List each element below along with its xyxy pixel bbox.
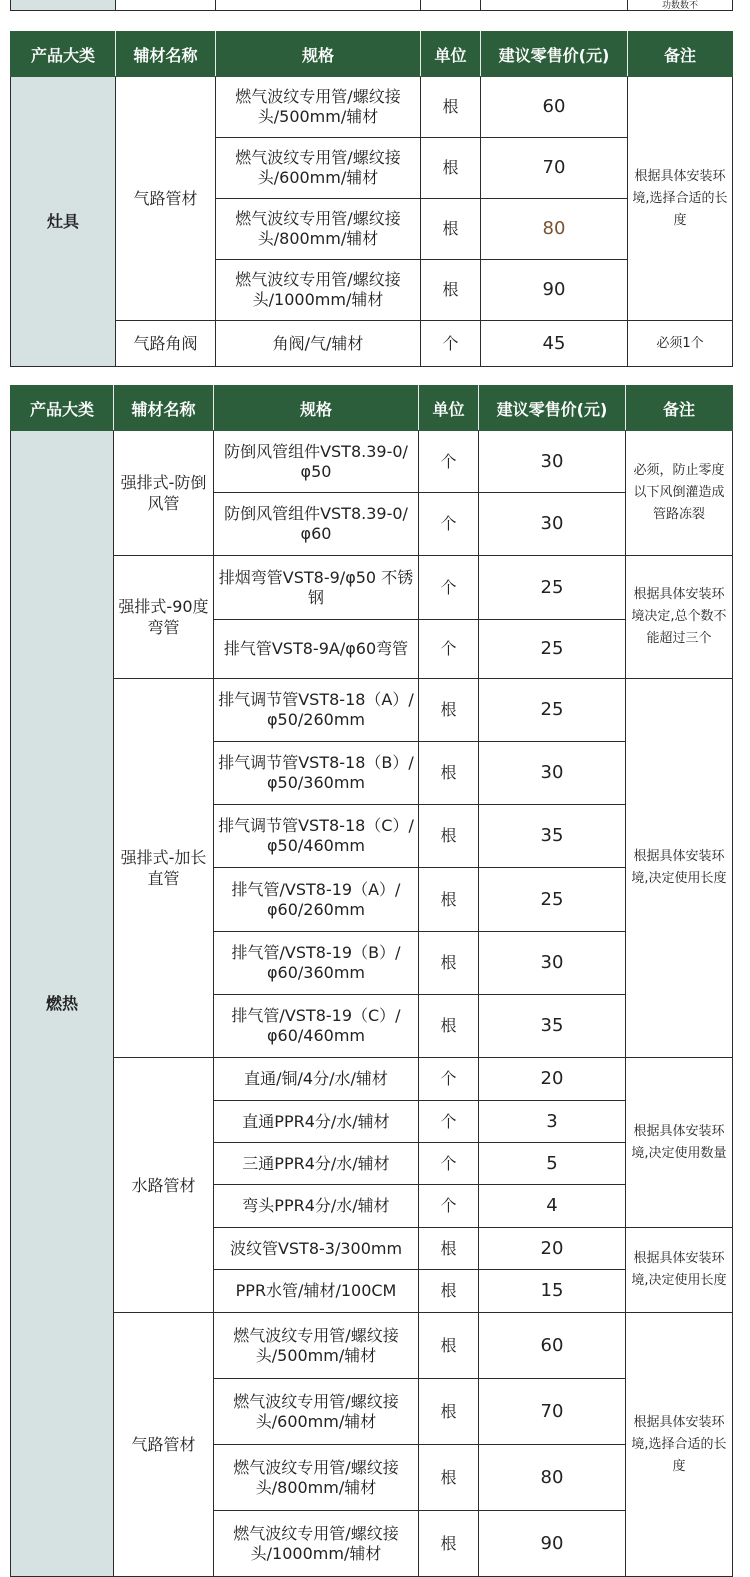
unit-cell: 根 bbox=[421, 260, 481, 321]
header-unit: 单位 bbox=[419, 386, 479, 431]
spec-cell: 排气调节管VST8-18（C）/φ50/460mm bbox=[214, 805, 419, 868]
spec-cell: 排气调节管VST8-18（A）/φ50/260mm bbox=[214, 679, 419, 742]
spec-cell: 防倒风管组件VST8.39-0/φ60 bbox=[214, 493, 419, 556]
unit-cell: 根 bbox=[419, 1445, 479, 1511]
header-spec: 规格 bbox=[214, 386, 419, 431]
table-row bbox=[11, 679, 733, 742]
price-cell: 90 bbox=[481, 260, 628, 321]
spec-cell: 燃气波纹专用管/螺纹接头/1000mm/辅材 bbox=[214, 1511, 419, 1577]
spec-cell: 燃气波纹专用管/螺纹接头/500mm/辅材 bbox=[214, 1313, 419, 1379]
unit-cell: 根 bbox=[419, 679, 479, 742]
spec-cell: 波纹管VST8-3/300mm bbox=[214, 1228, 419, 1270]
spec-cell: 直通/铜/4分/水/辅材 bbox=[214, 1058, 419, 1101]
unit-cell: 根 bbox=[419, 932, 479, 995]
price-cell: 90 bbox=[479, 1511, 626, 1577]
prev-note-fragment: 功数数不 bbox=[628, 0, 733, 10]
unit-cell: 根 bbox=[419, 1270, 479, 1313]
note-cell: 根据具体安装环境,决定使用长度 bbox=[626, 1228, 733, 1313]
header-note: 备注 bbox=[628, 32, 733, 77]
price-cell: 25 bbox=[479, 679, 626, 742]
price-cell: 25 bbox=[479, 556, 626, 620]
price-cell: 25 bbox=[479, 868, 626, 932]
price-cell: 5 bbox=[479, 1143, 626, 1185]
price-cell: 20 bbox=[479, 1058, 626, 1101]
price-cell: 30 bbox=[479, 493, 626, 556]
spec-cell: 排气调节管VST8-18（B）/φ50/360mm bbox=[214, 742, 419, 805]
unit-cell: 个 bbox=[419, 1185, 479, 1228]
table-row bbox=[11, 1313, 733, 1379]
unit-cell: 根 bbox=[419, 742, 479, 805]
header-category: 产品大类 bbox=[11, 386, 114, 431]
unit-cell: 根 bbox=[419, 1228, 479, 1270]
spec-cell: 排气管/VST8-19（B）/φ60/360mm bbox=[214, 932, 419, 995]
price-cell: 15 bbox=[479, 1270, 626, 1313]
price-cell: 30 bbox=[479, 742, 626, 805]
unit-cell: 根 bbox=[419, 805, 479, 868]
unit-cell: 个 bbox=[419, 1101, 479, 1143]
category-cell: 灶具 bbox=[11, 77, 116, 367]
price-cell: 20 bbox=[479, 1228, 626, 1270]
unit-cell: 个 bbox=[421, 321, 481, 367]
note-cell: 根据具体安装环境,选择合适的长度 bbox=[628, 77, 733, 321]
stove-accessory-table bbox=[10, 31, 733, 367]
material-name-cell: 气路管材 bbox=[114, 1313, 214, 1577]
spec-cell: 排气管/VST8-19（A）/φ60/260mm bbox=[214, 868, 419, 932]
unit-cell: 根 bbox=[421, 77, 481, 138]
unit-cell: 个 bbox=[419, 1143, 479, 1185]
spec-cell: 燃气波纹专用管/螺纹接头/600mm/辅材 bbox=[216, 138, 421, 199]
prev-cell bbox=[216, 0, 421, 10]
unit-cell: 根 bbox=[419, 868, 479, 932]
table-row bbox=[11, 321, 733, 367]
material-name-cell: 气路管材 bbox=[116, 77, 216, 321]
note-cell: 根据具体安装环境,选择合适的长度 bbox=[626, 1313, 733, 1577]
spec-cell: 燃气波纹专用管/螺纹接头/600mm/辅材 bbox=[214, 1379, 419, 1445]
table-row bbox=[11, 431, 733, 493]
prev-cell bbox=[481, 0, 628, 10]
unit-cell: 个 bbox=[419, 431, 479, 493]
water-heater-accessory-table bbox=[10, 385, 733, 1577]
table-row bbox=[11, 77, 733, 138]
previous-table-fragment bbox=[10, 0, 733, 11]
header-note: 备注 bbox=[626, 386, 733, 431]
spec-cell: 排气管VST8-9A/φ60弯管 bbox=[214, 620, 419, 679]
price-cell: 60 bbox=[481, 77, 628, 138]
note-cell: 根据具体安装环境决定,总个数不能超过三个 bbox=[626, 556, 733, 679]
spec-cell: PPR水管/辅材/100CM bbox=[214, 1270, 419, 1313]
spec-cell: 燃气波纹专用管/螺纹接头/1000mm/辅材 bbox=[216, 260, 421, 321]
spec-cell: 燃气波纹专用管/螺纹接头/500mm/辅材 bbox=[216, 77, 421, 138]
unit-cell: 根 bbox=[421, 199, 481, 260]
price-cell: 35 bbox=[479, 995, 626, 1058]
material-name-cell: 气路角阀 bbox=[116, 321, 216, 367]
material-name-cell: 强排式-90度弯管 bbox=[114, 556, 214, 679]
price-cell: 60 bbox=[479, 1313, 626, 1379]
price-cell: 80 bbox=[479, 1445, 626, 1511]
prev-cell bbox=[116, 0, 216, 10]
header-price: 建议零售价(元) bbox=[481, 32, 628, 77]
spec-cell: 燃气波纹专用管/螺纹接头/800mm/辅材 bbox=[216, 199, 421, 260]
note-cell: 根据具体安装环境,决定使用数量 bbox=[626, 1058, 733, 1228]
unit-cell: 个 bbox=[419, 556, 479, 620]
spec-cell: 弯头PPR4分/水/辅材 bbox=[214, 1185, 419, 1228]
spec-cell: 燃气波纹专用管/螺纹接头/800mm/辅材 bbox=[214, 1445, 419, 1511]
price-cell: 25 bbox=[479, 620, 626, 679]
table-row bbox=[11, 1058, 733, 1101]
unit-cell: 根 bbox=[419, 1379, 479, 1445]
prev-cell bbox=[421, 0, 481, 10]
price-cell: 45 bbox=[481, 321, 628, 367]
unit-cell: 根 bbox=[421, 138, 481, 199]
unit-cell: 根 bbox=[419, 1511, 479, 1577]
price-cell: 70 bbox=[481, 138, 628, 199]
category-cell: 燃热 bbox=[11, 431, 114, 1577]
header-material-name: 辅材名称 bbox=[116, 32, 216, 77]
price-cell-highlight: 80 bbox=[481, 199, 628, 260]
spec-cell: 排烟弯管VST8-9/φ50 不锈钢 bbox=[214, 556, 419, 620]
header-unit: 单位 bbox=[421, 32, 481, 77]
price-cell: 3 bbox=[479, 1101, 626, 1143]
unit-cell: 个 bbox=[419, 620, 479, 679]
note-cell: 必须1个 bbox=[628, 321, 733, 367]
material-name-cell: 强排式-防倒风管 bbox=[114, 431, 214, 556]
spec-cell: 三通PPR4分/水/辅材 bbox=[214, 1143, 419, 1185]
spec-cell: 排气管/VST8-19（C）/φ60/460mm bbox=[214, 995, 419, 1058]
spec-cell: 角阀/气/辅材 bbox=[216, 321, 421, 367]
price-cell: 4 bbox=[479, 1185, 626, 1228]
unit-cell: 根 bbox=[419, 995, 479, 1058]
unit-cell: 个 bbox=[419, 493, 479, 556]
material-name-cell: 水路管材 bbox=[114, 1058, 214, 1313]
header-material-name: 辅材名称 bbox=[114, 386, 214, 431]
unit-cell: 个 bbox=[419, 1058, 479, 1101]
price-cell: 35 bbox=[479, 805, 626, 868]
price-cell: 30 bbox=[479, 431, 626, 493]
table-header-row bbox=[11, 32, 733, 77]
unit-cell: 根 bbox=[419, 1313, 479, 1379]
price-cell: 30 bbox=[479, 932, 626, 995]
note-cell: 必须，防止零度以下风倒灌造成管路冻裂 bbox=[626, 431, 733, 556]
header-spec: 规格 bbox=[216, 32, 421, 77]
spec-cell: 直通PPR4分/水/辅材 bbox=[214, 1101, 419, 1143]
spec-cell: 防倒风管组件VST8.39-0/φ50 bbox=[214, 431, 419, 493]
material-name-cell: 强排式-加长直管 bbox=[114, 679, 214, 1058]
prev-cell bbox=[11, 0, 116, 10]
table-row bbox=[11, 556, 733, 620]
note-cell: 根据具体安装环境,决定使用长度 bbox=[626, 679, 733, 1058]
header-price: 建议零售价(元) bbox=[479, 386, 626, 431]
header-category: 产品大类 bbox=[11, 32, 116, 77]
table-header-row bbox=[11, 386, 733, 431]
price-cell: 70 bbox=[479, 1379, 626, 1445]
